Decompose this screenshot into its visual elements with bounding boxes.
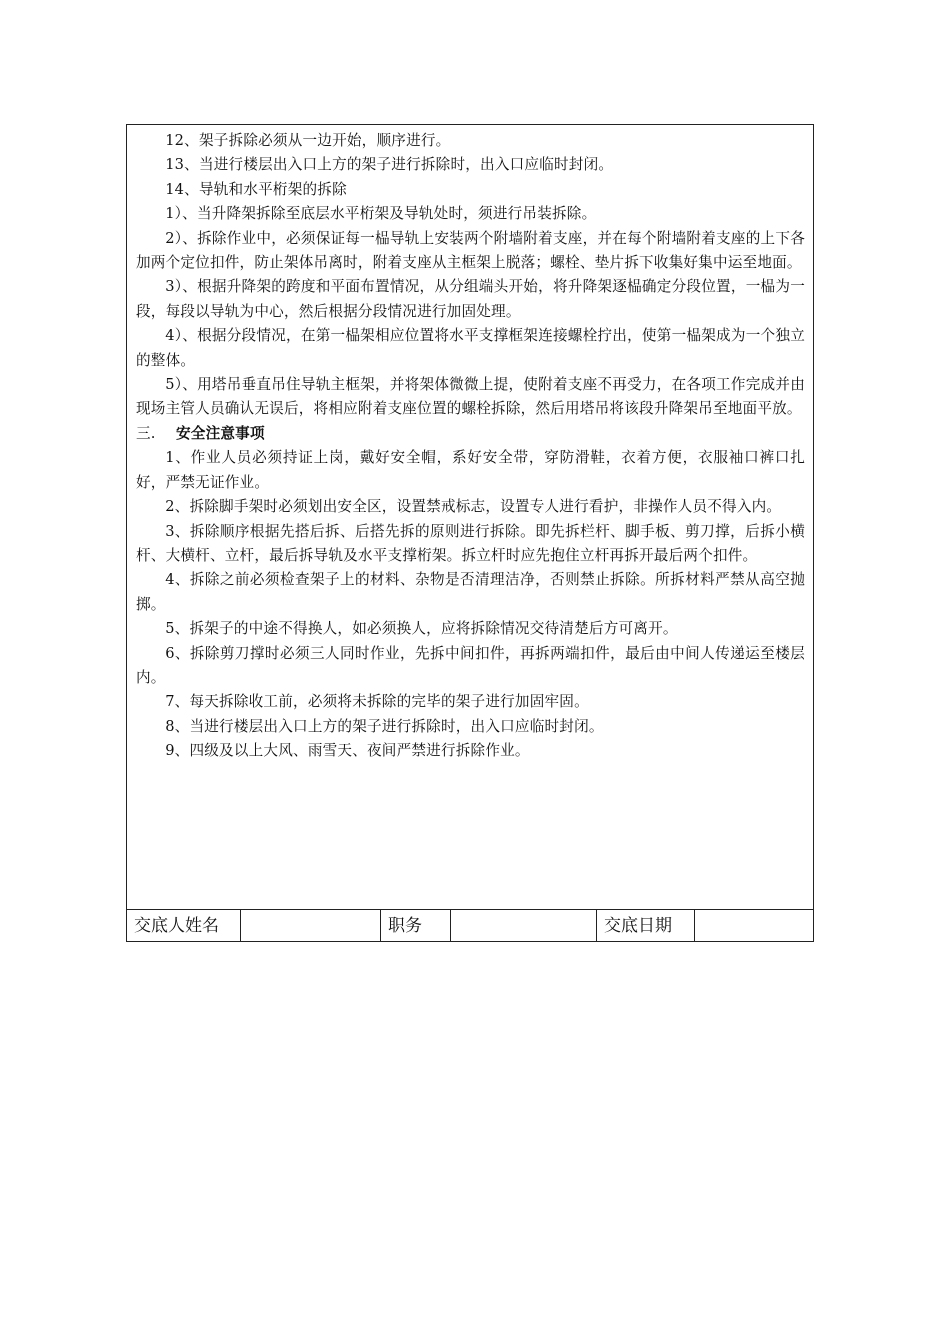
paragraph: 4、拆除之前必须检查架子上的材料、杂物是否清理洁净，否则禁止拆除。所拆材料严禁从高空抛掷。 <box>136 571 805 613</box>
paragraph: 8、当进行楼层出入口上方的架子进行拆除时，出入口应临时封闭。 <box>165 717 604 735</box>
name-label: 交底人姓名 <box>127 910 241 942</box>
signature-row <box>127 909 813 942</box>
document-frame <box>126 124 814 942</box>
paragraph: 9、四级及以上大风、雨雪天、夜间严禁进行拆除作业。 <box>165 742 530 760</box>
paragraph: 5）、用塔吊垂直吊住导轨主框架，并将架体微微上提，使附着支座不再受力，在各项工作完成并由现场主管人员确认无误后，将相应附着支座位置的螺栓拆除，然后用塔吊将该段升降架吊至地面平放。 <box>136 376 805 418</box>
paragraph: 13、当进行楼层出入口上方的架子进行拆除时，出入口应临时封闭。 <box>165 156 614 174</box>
section-number: 三. <box>136 424 156 442</box>
paragraph: 6、拆除剪刀撑时必须三人同时作业，先拆中间扣件，再拆两端扣件，最后由中间人传递运至楼层内。 <box>136 644 805 686</box>
position-field[interactable] <box>451 910 597 942</box>
date-label: 交底日期 <box>597 910 695 942</box>
paragraph: 5、拆架子的中途不得换人，如必须换人，应将拆除情况交待清楚后方可离开。 <box>165 620 678 638</box>
document-body <box>127 125 813 909</box>
paragraph: 12、架子拆除必须从一边开始，顺序进行。 <box>165 132 451 149</box>
paragraph: 3、拆除顺序根据先搭后拆、后搭先拆的原则进行拆除。即先拆栏杆、脚手板、剪刀撑，后拆小横杆、大横杆、立杆，最后拆导轨及水平支撑桁架。拆立杆时应先抱住立杆再拆开最后两个扣件。 <box>136 522 805 564</box>
section-title: 安全注意事项 <box>176 424 265 442</box>
paragraph: 1）、当升降架拆除至底层水平桁架及导轨处时，须进行吊装拆除。 <box>165 205 597 223</box>
position-label: 职务 <box>381 910 451 942</box>
section-heading <box>136 422 805 446</box>
paragraph: 2）、拆除作业中，必须保证每一榀导轨上安装两个附墙附着支座，并在每个附墙附着支座的上下各加两个定位扣件，防止架体吊离时，附着支座从主框架上脱落；螺栓、垫片拆下收集好集中运至地面。 <box>136 229 805 272</box>
paragraph: 3）、根据升降架的跨度和平面布置情况，从分组端头开始，将升降架逐榀确定分段位置，一榀为一段，每段以导轨为中心，然后根据分段情况进行加固处理。 <box>136 278 805 320</box>
name-field[interactable] <box>241 910 381 942</box>
paragraph: 7、每天拆除收工前，必须将未拆除的完毕的架子进行加固牢固。 <box>165 693 589 711</box>
paragraph: 14、导轨和水平桁架的拆除 <box>165 180 347 198</box>
paragraph: 1、作业人员必须持证上岗，戴好安全帽，系好安全带，穿防滑鞋，衣着方便，衣服袖口裤口扎好，严禁无证作业。 <box>136 449 805 491</box>
date-field[interactable] <box>695 910 813 942</box>
paragraph: 4）、根据分段情况，在第一榀架相应位置将水平支撑框架连接螺栓拧出，使第一榀架成为一个独立的整体。 <box>136 327 805 369</box>
paragraph: 2、拆除脚手架时必须划出安全区，设置禁戒标志，设置专人进行看护，非操作人员不得入内。 <box>165 498 782 516</box>
